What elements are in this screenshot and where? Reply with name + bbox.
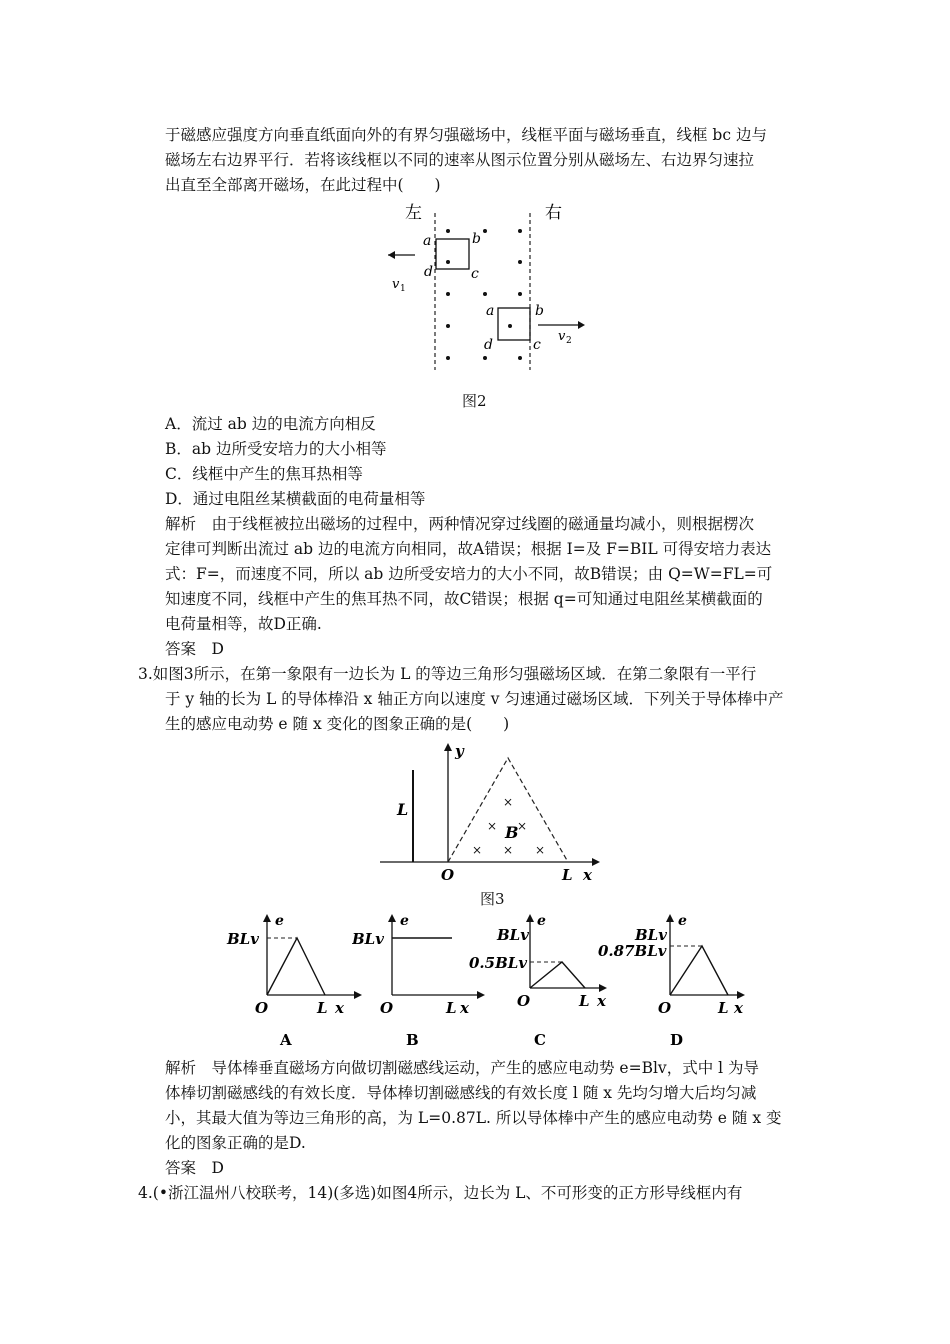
figure-2	[380, 198, 610, 383]
graph-c-letter: C	[534, 1031, 546, 1049]
svg-text:e: e	[537, 913, 546, 929]
q2-option-c: C．线框中产生的焦耳热相等	[165, 465, 363, 483]
q4-stem-line-1: 4.(•浙江温州八校联考，14)(多选)如图4所示，边长为 L、不可形变的正方形导线框内有	[138, 1184, 743, 1202]
svg-text:×: ×	[535, 843, 546, 857]
figure-3	[375, 740, 610, 885]
svg-text:×: ×	[503, 795, 514, 809]
svg-text:0.87BLv: 0.87BLv	[598, 942, 667, 960]
svg-text:b: b	[535, 303, 544, 319]
graph-c	[467, 910, 612, 1050]
graph-a-letter: A	[280, 1031, 292, 1049]
q3-stem-line-1: 3.如图3所示，在第一象限有一边长为 L 的等边三角形匀强磁场区域．在第二象限有一平行	[138, 665, 757, 683]
svg-text:L: L	[446, 999, 457, 1017]
graph-c-curve	[530, 962, 585, 988]
svg-text:c: c	[471, 266, 479, 282]
q2-analysis-4: 知速度不同，线框中产生的焦耳热不同，故C错误；根据 q=可知通过电阻丝某横截面的	[165, 590, 763, 608]
svg-text:L: L	[397, 800, 409, 819]
svg-text:BLv: BLv	[497, 926, 529, 944]
fig2-frame-right	[498, 308, 530, 340]
graph-d-letter: D	[670, 1031, 684, 1049]
q2-analysis-2: 定律可判断出流过 ab 边的电流方向相同，故A错误；根据 I=及 F=BIL 可得安培力表达	[165, 540, 772, 558]
svg-text:O: O	[441, 866, 455, 884]
q2-analysis-3: 式：F=，而速度不同，所以 ab 边所受安培力的大小不同，故B错误；由 Q=W=FL=可	[165, 565, 773, 583]
fig2-right-label: 右	[545, 203, 562, 223]
q2-answer: 答案 D	[165, 640, 224, 658]
svg-text:e: e	[400, 913, 409, 929]
svg-text:a: a	[423, 233, 432, 249]
graph-a-curve	[267, 938, 325, 995]
svg-text:x: x	[597, 992, 606, 1010]
svg-text:d: d	[424, 264, 433, 280]
graph-d-curve	[670, 946, 728, 995]
svg-text:O: O	[380, 999, 394, 1017]
q2-stem-line-1: 于磁感应强度方向垂直纸面向外的有界匀强磁场中，线框平面与磁场垂直，线框 bc 边与	[165, 126, 767, 144]
svg-text:L: L	[579, 992, 590, 1010]
svg-text:x: x	[583, 866, 592, 884]
q2-option-d: D．通过电阻丝某横截面的电荷量相等	[165, 490, 426, 508]
q2-option-a: A．流过 ab 边的电流方向相反	[165, 415, 376, 433]
svg-text:y: y	[455, 742, 464, 760]
graph-b-letter: B	[406, 1031, 419, 1049]
svg-text:0.5BLv: 0.5BLv	[469, 954, 528, 972]
svg-text:O: O	[255, 999, 269, 1017]
fig2-caption: 图2	[462, 392, 487, 410]
svg-text:BLv: BLv	[352, 930, 384, 948]
svg-text:L: L	[317, 999, 328, 1017]
q2-analysis-1: 解析 由于线框被拉出磁场的过程中，两种情况穿过线圈的磁通量均减小，则根据楞次	[165, 515, 755, 533]
svg-text:BLv: BLv	[635, 926, 667, 944]
svg-text:O: O	[517, 992, 531, 1010]
svg-text:1: 1	[400, 284, 406, 294]
svg-text:c: c	[533, 337, 541, 353]
graph-d	[598, 910, 748, 1050]
q3-analysis-2: 体棒切割磁感线的有效长度．导体棒切割磁感线的有效长度 l 随 x 先均匀增大后均匀减	[165, 1084, 757, 1102]
svg-text:2: 2	[566, 336, 572, 346]
q2-analysis-5: 电荷量相等，故D正确.	[165, 615, 322, 633]
fig2-left-label: 左	[405, 203, 422, 223]
svg-text:a: a	[486, 303, 495, 319]
svg-text:e: e	[678, 913, 687, 929]
q3-stem-line-3: 生的感应电动势 e 随 x 变化的图象正确的是( )	[165, 715, 510, 733]
svg-text:L: L	[562, 866, 573, 884]
svg-text:L: L	[718, 999, 729, 1017]
svg-text:x: x	[460, 999, 469, 1017]
q3-analysis-1: 解析 导体棒垂直磁场方向做切割磁感线运动，产生的感应电动势 e=Blv，式中 l 为导	[165, 1059, 760, 1077]
svg-text:O: O	[658, 999, 672, 1017]
fig3-caption: 图3	[480, 890, 505, 908]
svg-text:v: v	[558, 329, 566, 344]
svg-text:d: d	[484, 337, 493, 353]
svg-text:v: v	[392, 277, 400, 292]
q3-analysis-4: 化的图象正确的是D.	[165, 1134, 306, 1152]
svg-text:BLv: BLv	[227, 930, 259, 948]
svg-text:B: B	[505, 823, 519, 842]
fig2-frame-left	[436, 239, 469, 269]
q3-stem-line-2: 于 y 轴的长为 L 的导体棒沿 x 轴正方向以速度 v 匀速通过磁场区域．下列关于导体棒中产	[165, 690, 784, 708]
svg-text:x: x	[734, 999, 743, 1017]
svg-text:×: ×	[487, 819, 498, 833]
graph-a	[225, 910, 365, 1050]
svg-text:x: x	[335, 999, 344, 1017]
svg-text:×: ×	[472, 843, 483, 857]
q3-analysis-3: 小，其最大值为等边三角形的高，为 L=0.87L. 所以导体棒中产生的感应电动势 e 随 x 变	[165, 1109, 782, 1127]
q2-stem-line-3: 出直至全部离开磁场，在此过程中( )	[165, 176, 441, 194]
q3-answer: 答案 D	[165, 1159, 224, 1177]
svg-text:×: ×	[517, 819, 528, 833]
q2-option-b: B．ab 边所受安培力的大小相等	[165, 440, 387, 458]
svg-text:e: e	[275, 913, 284, 929]
svg-text:b: b	[472, 231, 481, 247]
svg-text:×: ×	[503, 843, 514, 857]
q2-stem-line-2: 磁场左右边界平行．若将该线框以不同的速率从图示位置分别从磁场左、右边界匀速拉	[165, 151, 755, 169]
